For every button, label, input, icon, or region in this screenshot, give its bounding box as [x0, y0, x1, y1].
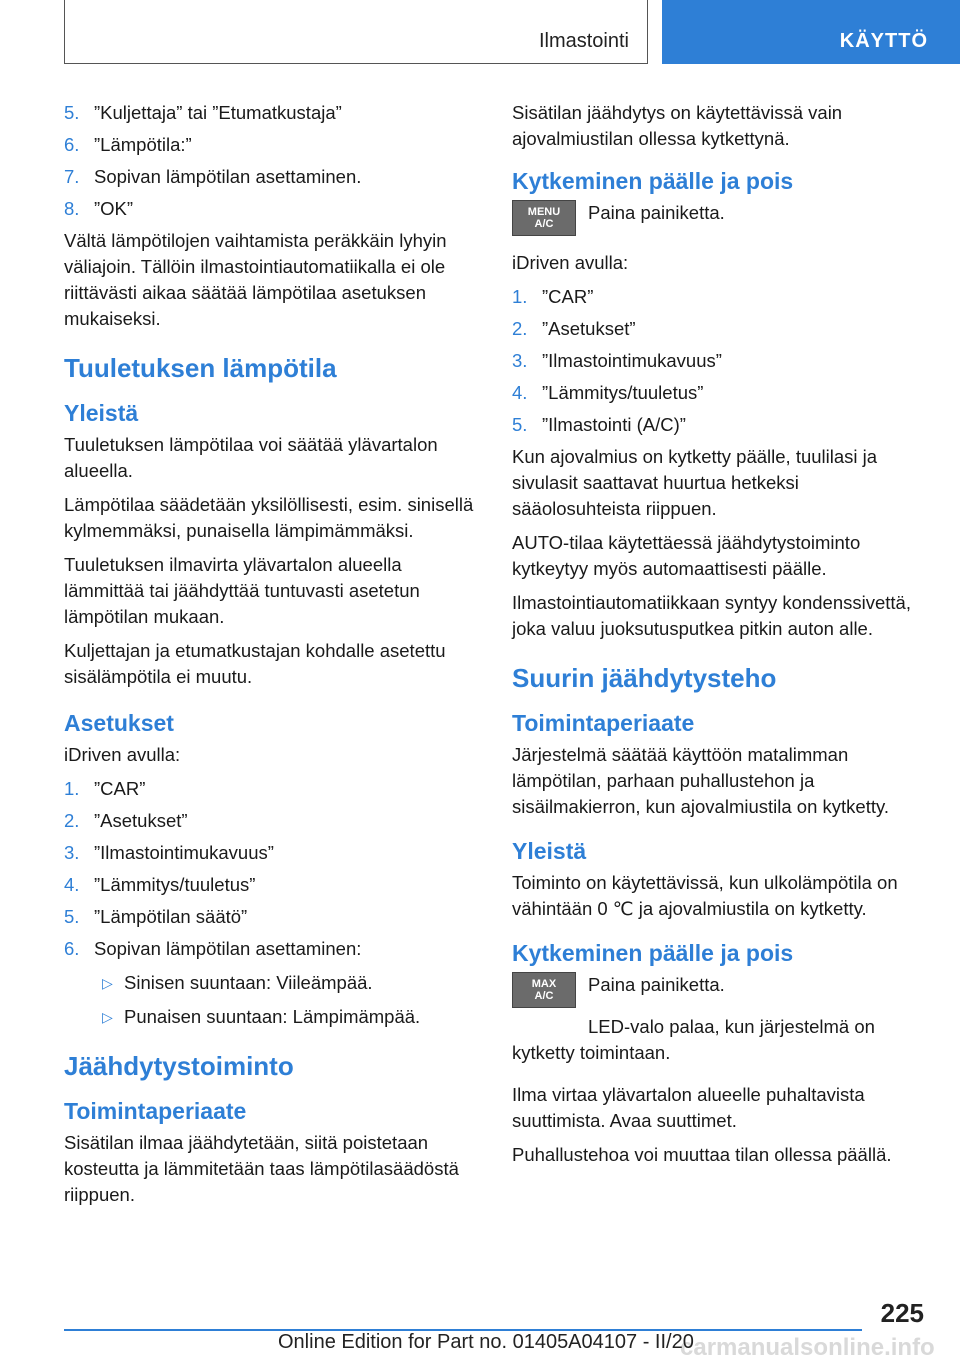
paragraph: Sisätilan jäähdytys on käytettävissä vain ajovalmiustilan ollessa kytkettynä. [512, 102, 843, 149]
step-number: 5. [64, 102, 80, 123]
button-instruction-row [512, 972, 930, 1008]
paragraph: Tuuletuksen lämpötilaa voi säätää ylävartalon alueella. [64, 434, 438, 481]
paragraph: Kuljettajan ja etumatkustajan kohdalle asetettu sisälämpötila ei muutu. [64, 640, 446, 687]
section-title: Ilmastointi [538, 30, 629, 52]
header-chapter-box [662, 0, 960, 64]
step-number: 4. [64, 874, 80, 895]
paragraph: Lämpötilaa säädetään yksilöllisesti, esim. sinisellä kylmemmäksi, punaisella lämpimämmäksi. [64, 494, 474, 541]
step-number: 8. [64, 198, 80, 219]
button-instruction [588, 972, 725, 1006]
button-icon-label-bottom: A/C [534, 990, 554, 1002]
step-text: ”OK” [94, 198, 134, 219]
step-number: 3. [512, 350, 528, 371]
step-number: 6. [64, 938, 80, 959]
step-number: 4. [512, 382, 528, 403]
sub-list-item [94, 970, 478, 996]
button-instruction [588, 200, 725, 234]
chapter-title: KÄYTTÖ [839, 30, 928, 52]
step-number: 7. [64, 166, 80, 187]
triangle-bullet-icon: ▷ [102, 1009, 113, 1025]
step-number: 6. [64, 134, 80, 155]
paragraph: Toiminto on käytettävissä, kun ulkolämpötila on vähintään 0 ℃ ja ajovalmiustila on kytketty. [512, 872, 898, 919]
paragraph: Ilmastointiautomatiikkaan syntyy kondenssivettä, joka valuu juoksutusputkea pitkin auton alle. [512, 592, 911, 639]
subheading-yleista: Yleistä [512, 838, 587, 864]
heading-jaahdytystoiminto: Jäähdytystoiminto [64, 1051, 294, 1081]
list-item [512, 380, 930, 406]
paragraph: Paina painiketta. [588, 974, 725, 995]
step-text: ”CAR” [542, 286, 594, 307]
step-text: ”Asetukset” [94, 810, 188, 831]
footer-edition: Online Edition for Part no. 01405A04107 - II/20 [278, 1331, 694, 1353]
step-text: ”Asetukset” [542, 318, 636, 339]
subheading-toimintaperiaate: Toimintaperiaate [64, 1098, 247, 1124]
paragraph: Järjestelmä säätää käyttöön matalimman lämpötilan, parhaan puhallustehon ja sisäilmakierron, kun ajovalmiustila on kytketty. [512, 744, 889, 817]
list-item [64, 196, 478, 222]
list-item [64, 904, 478, 930]
paragraph: Ilma virtaa ylävartalon alueelle puhaltavista suuttimista. Avaa suuttimet. [512, 1084, 865, 1131]
sub-item-text: Sinisen suuntaan: Viileämpää. [124, 972, 373, 993]
paragraph: Sisätilan ilmaa jäähdytetään, siitä poistetaan kosteutta ja lämmitetään taas lämpötilasäädöstä riippuen. [64, 1132, 459, 1205]
list-item [512, 348, 930, 374]
button-instruction-row [512, 200, 930, 236]
steps-list-1 [64, 100, 478, 222]
step-number: 1. [64, 778, 80, 799]
max-ac-button-icon [512, 972, 576, 1008]
list-item [64, 936, 478, 1030]
paragraph: Vältä lämpötilojen vaihtamista peräkkäin lyhyin väliajoin. Tällöin ilmastointiautomatiikalla ei ole riittävästi aikaa säätää lämpötilaa asetuksen mukaiseksi. [64, 230, 447, 329]
list-item [512, 412, 930, 438]
button-icon-label-top: MAX [531, 978, 557, 990]
step-text: ”Kuljettaja” tai ”Etumatkustaja” [94, 102, 342, 123]
steps-list-3 [512, 284, 930, 438]
step-number: 1. [512, 286, 528, 307]
sub-item-text: Punaisen suuntaan: Lämpimämpää. [124, 1006, 421, 1027]
step-text: ”CAR” [94, 778, 146, 799]
step-text: ”Lämmitys/tuuletus” [542, 382, 704, 403]
step-text: Sopivan lämpötilan asettaminen. [94, 166, 362, 187]
step-number: 5. [512, 414, 528, 435]
subheading-yleista: Yleistä [64, 400, 139, 426]
step-text: ”Ilmastointi (A/C)” [542, 414, 686, 435]
steps-list-2 [64, 776, 478, 1030]
list-item [64, 100, 478, 126]
subheading-toimintaperiaate: Toimintaperiaate [512, 710, 695, 736]
paragraph: Puhallustehoa voi muuttaa tilan ollessa päällä. [512, 1144, 892, 1165]
sub-list [94, 970, 478, 1030]
heading-tuuletuksen-lampotila: Tuuletuksen lämpötila [64, 353, 337, 383]
list-item [64, 132, 478, 158]
subheading-asetukset: Asetukset [64, 710, 174, 736]
list-item [64, 808, 478, 834]
step-text: ”Ilmastointimukavuus” [542, 350, 722, 371]
triangle-bullet-icon: ▷ [102, 975, 113, 991]
step-number: 2. [512, 318, 528, 339]
list-item [512, 316, 930, 342]
heading-suurin-jaahdytysteho: Suurin jäähdytysteho [512, 663, 777, 693]
paragraph: Kun ajovalmius on kytketty päälle, tuulilasi ja sivulasit saattavat huurtua hetkeksi sääolosuhteista riippuen. [512, 446, 878, 519]
paragraph: AUTO-tilaa käytettäessä jäähdytystoiminto kytkeytyy myös automaattisesti päälle. [512, 532, 861, 579]
subheading-kytkeminen: Kytkeminen päälle ja pois [512, 940, 794, 966]
menu-ac-button-icon [512, 200, 576, 236]
step-text: ”Lämpötilan säätö” [94, 906, 248, 927]
header-section-box [64, 0, 648, 64]
list-item [64, 872, 478, 898]
step-text: ”Ilmastointimukavuus” [94, 842, 274, 863]
paragraph: iDriven avulla: [64, 744, 181, 765]
step-number: 2. [64, 810, 80, 831]
left-column [64, 100, 478, 1216]
page-number: 225 [880, 1298, 924, 1328]
step-text: Sopivan lämpötilan asettaminen: [94, 938, 362, 959]
paragraph: LED-valo palaa, kun järjestelmä on kytketty toimintaan. [512, 1016, 875, 1063]
paragraph: Paina painiketta. [588, 202, 725, 223]
watermark: carmanualsonline.info [680, 1334, 935, 1361]
right-column [512, 100, 930, 1176]
list-item [64, 164, 478, 190]
step-text: ”Lämmitys/tuuletus” [94, 874, 256, 895]
list-item [512, 284, 930, 310]
step-number: 3. [64, 842, 80, 863]
step-number: 5. [64, 906, 80, 927]
button-icon-label-bottom: A/C [534, 218, 554, 230]
paragraph: iDriven avulla: [512, 252, 629, 273]
step-text: ”Lämpötila:” [94, 134, 192, 155]
subheading-kytkeminen: Kytkeminen päälle ja pois [512, 168, 794, 194]
sub-list-item [94, 1004, 478, 1030]
button-icon-label-top: MENU [527, 206, 561, 218]
paragraph: Tuuletuksen ilmavirta ylävartalon alueella lämmittää tai jäähdyttää tuntuvasti asetetun lämpötilan mukaan. [64, 554, 420, 627]
list-item [64, 840, 478, 866]
list-item [64, 776, 478, 802]
